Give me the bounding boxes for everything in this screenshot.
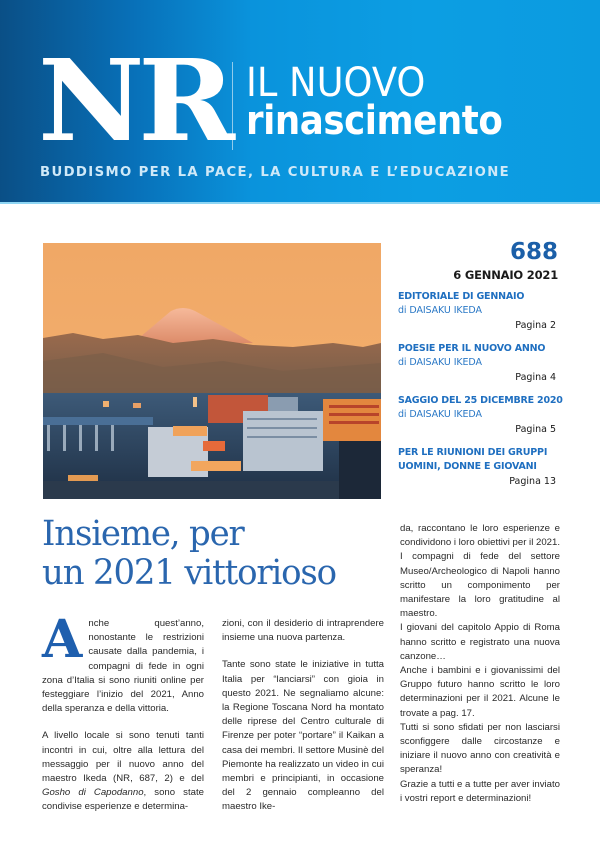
toc-item-title[interactable]: POESIE PER IL NUOVO ANNO xyxy=(398,343,546,354)
article-paragraph: Grazie a tutti e a tutte per aver inviato i vostri report e determinazioni! xyxy=(400,778,560,804)
article-paragraph xyxy=(42,609,204,716)
toc-item-page: Pagina 2 xyxy=(515,320,556,331)
tagline: BUDDISMO PER LA PACE, LA CULTURA E L’EDUCAZIONE xyxy=(40,164,511,180)
article-paragraph: zioni, con il desiderio di intraprendere insieme una nuova partenza. xyxy=(222,618,384,644)
toc-item-author: di DAISAKU IKEDA xyxy=(398,409,482,420)
toc-item-title[interactable]: SAGGIO DEL 25 DICEMBRE 2020 xyxy=(398,395,563,406)
toc-item[interactable] xyxy=(398,290,558,334)
toc-item-author: di DAISAKU IKEDA xyxy=(398,357,482,368)
drop-cap: A xyxy=(42,609,83,670)
article-paragraph: Anche i bambini e i giovanissimi del Gruppo futuro hanno scritto le loro determinazioni per il 2021. Alcune le trovate a pag. 17. xyxy=(400,665,560,719)
toc-item-page: Pagina 4 xyxy=(515,372,556,383)
table-of-contents xyxy=(398,290,563,498)
toc-item-page: Pagina 13 xyxy=(509,476,556,487)
logo-divider xyxy=(232,62,233,150)
logo-nr: NR xyxy=(38,36,229,167)
toc-item[interactable] xyxy=(398,446,558,490)
paragraph-text: , sono state condivise esperienze e determina- xyxy=(42,787,204,813)
toc-item[interactable] xyxy=(398,394,563,438)
issue-number: 688 xyxy=(509,239,558,265)
headline-line2: un 2021 vittorioso xyxy=(42,553,336,593)
headline-line1: Insieme, per xyxy=(42,514,244,554)
paragraph-text: nche quest’anno, nonostante le restrizioni causate dalla pandemia, i compagni di fede in ogni zona d’Italia si sono riuniti online per festeggiare l’inizio del 2021, Anno della speranza e della vittoria. xyxy=(42,618,204,715)
article-headline xyxy=(42,515,382,593)
toc-item-title[interactable]: PER LE RIUNIONI DEI GRUPPI xyxy=(398,447,548,458)
article-column-3 xyxy=(400,522,560,806)
cover-photo xyxy=(43,243,381,499)
mountain-city-image xyxy=(43,243,381,499)
article-paragraph: da, raccontano le loro esperienze e condividono i loro obiettivi per il 2021. I compagni di fede del settore Museo/Archeologico di Napoli hanno scritto un componimento per manifestare la loro gratitudine al maestro. xyxy=(400,523,560,620)
article-paragraph xyxy=(42,729,204,814)
issue-date: 6 GENNAIO 2021 xyxy=(453,268,558,282)
paragraph-text: A livello locale si sono tenuti tanti incontri in cui, oltre alla lettura del messaggio per il nuovo anno del maestro Ikeda (NR, 687, 2) e del xyxy=(42,730,204,785)
toc-item-title[interactable]: EDITORIALE DI GENNAIO xyxy=(398,291,525,302)
article-paragraph: I giovani del capitolo Appio di Roma hanno scritto e registrato una nuova canzone… xyxy=(400,622,560,662)
article-column-2 xyxy=(222,617,384,815)
toc-item-subtitle: UOMINI, DONNE E GIOVANI xyxy=(398,461,537,472)
toc-item-author: di DAISAKU IKEDA xyxy=(398,305,482,316)
toc-item[interactable] xyxy=(398,342,558,386)
publication-title-line2: rinascimento xyxy=(246,98,503,144)
article-column-1 xyxy=(42,609,204,815)
toc-item-page: Pagina 5 xyxy=(515,424,556,435)
article-paragraph: Tante sono state le iniziative in tutta Italia per “lanciarsi” con gioia in questo 2021. Ne segnaliamo alcune: la Regione Toscana Nord ha montato delle riprese del Centro culturale di Firenze per poter “portare” il Kaikan a casa dei membri. Il settore Musinè del Piemonte ha realizzato un video in cui membri e principianti, in occasione del 2 gennaio compleanno del maestro Ike- xyxy=(222,659,384,813)
article-paragraph: Tutti si sono sfidati per non lasciarsi sconfiggere dalle circostanze e iniziare il nuovo anno con creatività e speranza! xyxy=(400,721,560,776)
masthead xyxy=(0,0,600,204)
publication-title-line1: IL NUOVO xyxy=(246,60,426,106)
gosho-title: Gosho di Capodanno xyxy=(42,787,144,799)
